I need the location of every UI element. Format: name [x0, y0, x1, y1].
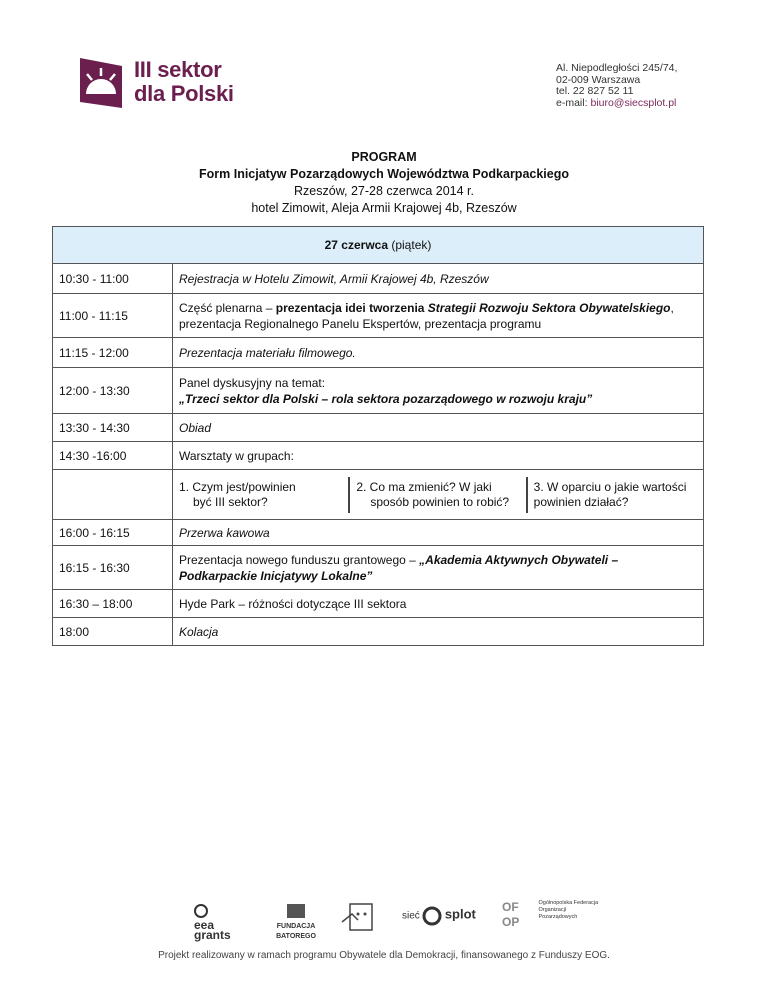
- row-time-empty: [53, 470, 173, 520]
- row-text-bold-italic: Strategii Rozwoju Sektora Obywatelskiego: [427, 300, 671, 315]
- phone: tel. 22 827 52 11: [556, 85, 634, 97]
- row-text: Kolacja: [173, 618, 704, 646]
- table-row: [53, 590, 704, 618]
- address-line1: Al. Niepodległości 245/74,: [556, 62, 678, 74]
- ofop-logo: [502, 900, 602, 930]
- table-row: [53, 294, 704, 338]
- workshop-3-line1: 3. W oparciu o jakie wartości: [533, 479, 687, 494]
- row-time: 13:30 - 14:30: [53, 414, 173, 442]
- workshops-cell: [173, 470, 704, 520]
- day-header: [53, 227, 704, 264]
- workshop-3: [526, 477, 703, 513]
- eea-grants-text: eea grants: [194, 918, 231, 942]
- page-title: PROGRAM: [351, 150, 417, 164]
- workshops-row: [53, 470, 704, 520]
- logo-iii-sektor: [78, 52, 258, 114]
- row-time: 16:15 - 16:30: [53, 546, 173, 590]
- table-row: [53, 414, 704, 442]
- row-text: [173, 546, 704, 590]
- table-row: [53, 618, 704, 646]
- table-row: [53, 338, 704, 368]
- workshops-grid: [173, 477, 703, 513]
- partner-icon: [340, 900, 376, 938]
- email-line: [556, 98, 677, 110]
- table-row: [53, 368, 704, 414]
- siec-splot-logo: [402, 906, 482, 926]
- table-row: [53, 442, 704, 470]
- workshop-2: [348, 477, 525, 513]
- row-text: Przerwa kawowa: [173, 520, 704, 546]
- row-text: [173, 294, 704, 338]
- batory-text: FUNDACJA BATOREGO: [276, 923, 316, 940]
- workshop-1: [173, 477, 348, 513]
- row-text: Obiad: [173, 414, 704, 442]
- row-time: 14:30 -16:00: [53, 442, 173, 470]
- workshop-2-line1: 2. Co ma zmienić? W jaki: [356, 479, 492, 494]
- batory-icon: [285, 902, 307, 920]
- footer-logos: [180, 898, 600, 942]
- contact-block: [556, 63, 677, 109]
- row-text-line1: Panel dyskusyjny na temat:: [179, 375, 326, 390]
- ofop-text: Ogólnopolska Federacja Organizacji Pozarządowych: [538, 900, 599, 920]
- program-heading: [0, 149, 768, 217]
- ofop-mark: OF OP: [502, 900, 520, 929]
- row-time: 12:00 - 13:30: [53, 368, 173, 414]
- day-date: 27 czerwca: [324, 238, 389, 252]
- eea-grants-icon: [194, 904, 208, 918]
- address-line2: 02-009 Warszawa: [556, 73, 641, 86]
- program-table: [52, 226, 704, 646]
- row-text: Prezentacja materiału filmowego.: [173, 338, 704, 368]
- day-header-row: [53, 227, 704, 264]
- row-text-line2: „Trzeci sektor dla Polski – rola sektora pozarządowego w rozwoju kraju”: [179, 391, 593, 406]
- page-subtitle: Form Inicjatyw Pozarządowych Województwa Podkarpackiego: [199, 167, 569, 181]
- row-time: 11:15 - 12:00: [53, 338, 173, 368]
- row-text-bold-italic: „Akademia Aktywnych Obywateli – Podkarpackie Inicjatywy Lokalne”: [179, 552, 619, 583]
- splot-text: splot: [444, 906, 476, 922]
- row-time: 16:30 – 18:00: [53, 590, 173, 618]
- event-venue: hotel Zimowit, Aleja Armii Krajowej 4b, Rzeszów: [251, 201, 517, 215]
- siec-text: sieć: [402, 910, 420, 922]
- workshop-3-line2: powinien działać?: [533, 494, 629, 509]
- workshop-2-line2: sposób powinien to robić?: [370, 494, 510, 509]
- day-weekday: (piątek): [388, 238, 432, 252]
- row-text: Rejestracja w Hotelu Zimowit, Armii Krajowej 4b, Rzeszów: [173, 264, 704, 294]
- row-time: 11:00 - 11:15: [53, 294, 173, 338]
- table-row: [53, 520, 704, 546]
- table-row: [53, 264, 704, 294]
- sunrise-logo-icon: [78, 52, 124, 110]
- logo-text-line2: dla Polski: [134, 81, 234, 106]
- splot-icon: [422, 906, 442, 926]
- row-time: 18:00: [53, 618, 173, 646]
- table-row: [53, 546, 704, 590]
- row-time: 16:00 - 16:15: [53, 520, 173, 546]
- row-text: Warsztaty w grupach:: [173, 442, 704, 470]
- footer-note: Projekt realizowany w ramach programu Obywatele dla Demokracji, finansowanego z Funduszy EOG.: [158, 950, 610, 961]
- event-dates: Rzeszów, 27-28 czerwca 2014 r.: [294, 184, 474, 198]
- workshop-1-line2: być III sektor?: [193, 494, 268, 509]
- logo-text: [134, 58, 234, 106]
- eea-grants-logo: [194, 904, 244, 940]
- workshop-1-line1: 1. Czym jest/powinien: [179, 479, 296, 494]
- partner-logo: [340, 900, 380, 940]
- row-text: [173, 368, 704, 414]
- row-text-part: Prezentacja nowego funduszu grantowego –: [179, 552, 420, 567]
- row-text-bold: prezentacja idei tworzenia: [275, 300, 428, 315]
- row-time: 10:30 - 11:00: [53, 264, 173, 294]
- email-link[interactable]: biuro@siecsplot.pl: [590, 96, 677, 109]
- row-text: Hyde Park – różności dotyczące III sektora: [173, 590, 704, 618]
- logo-text-line1: III sektor: [134, 57, 222, 82]
- batory-logo: [268, 902, 324, 942]
- email-label: e-mail:: [556, 96, 591, 109]
- row-text-part: Część plenarna –: [179, 300, 276, 315]
- row-text-part: , prezentacja Regionalnego Panelu Ekspertów, prezentacja programu: [179, 300, 674, 331]
